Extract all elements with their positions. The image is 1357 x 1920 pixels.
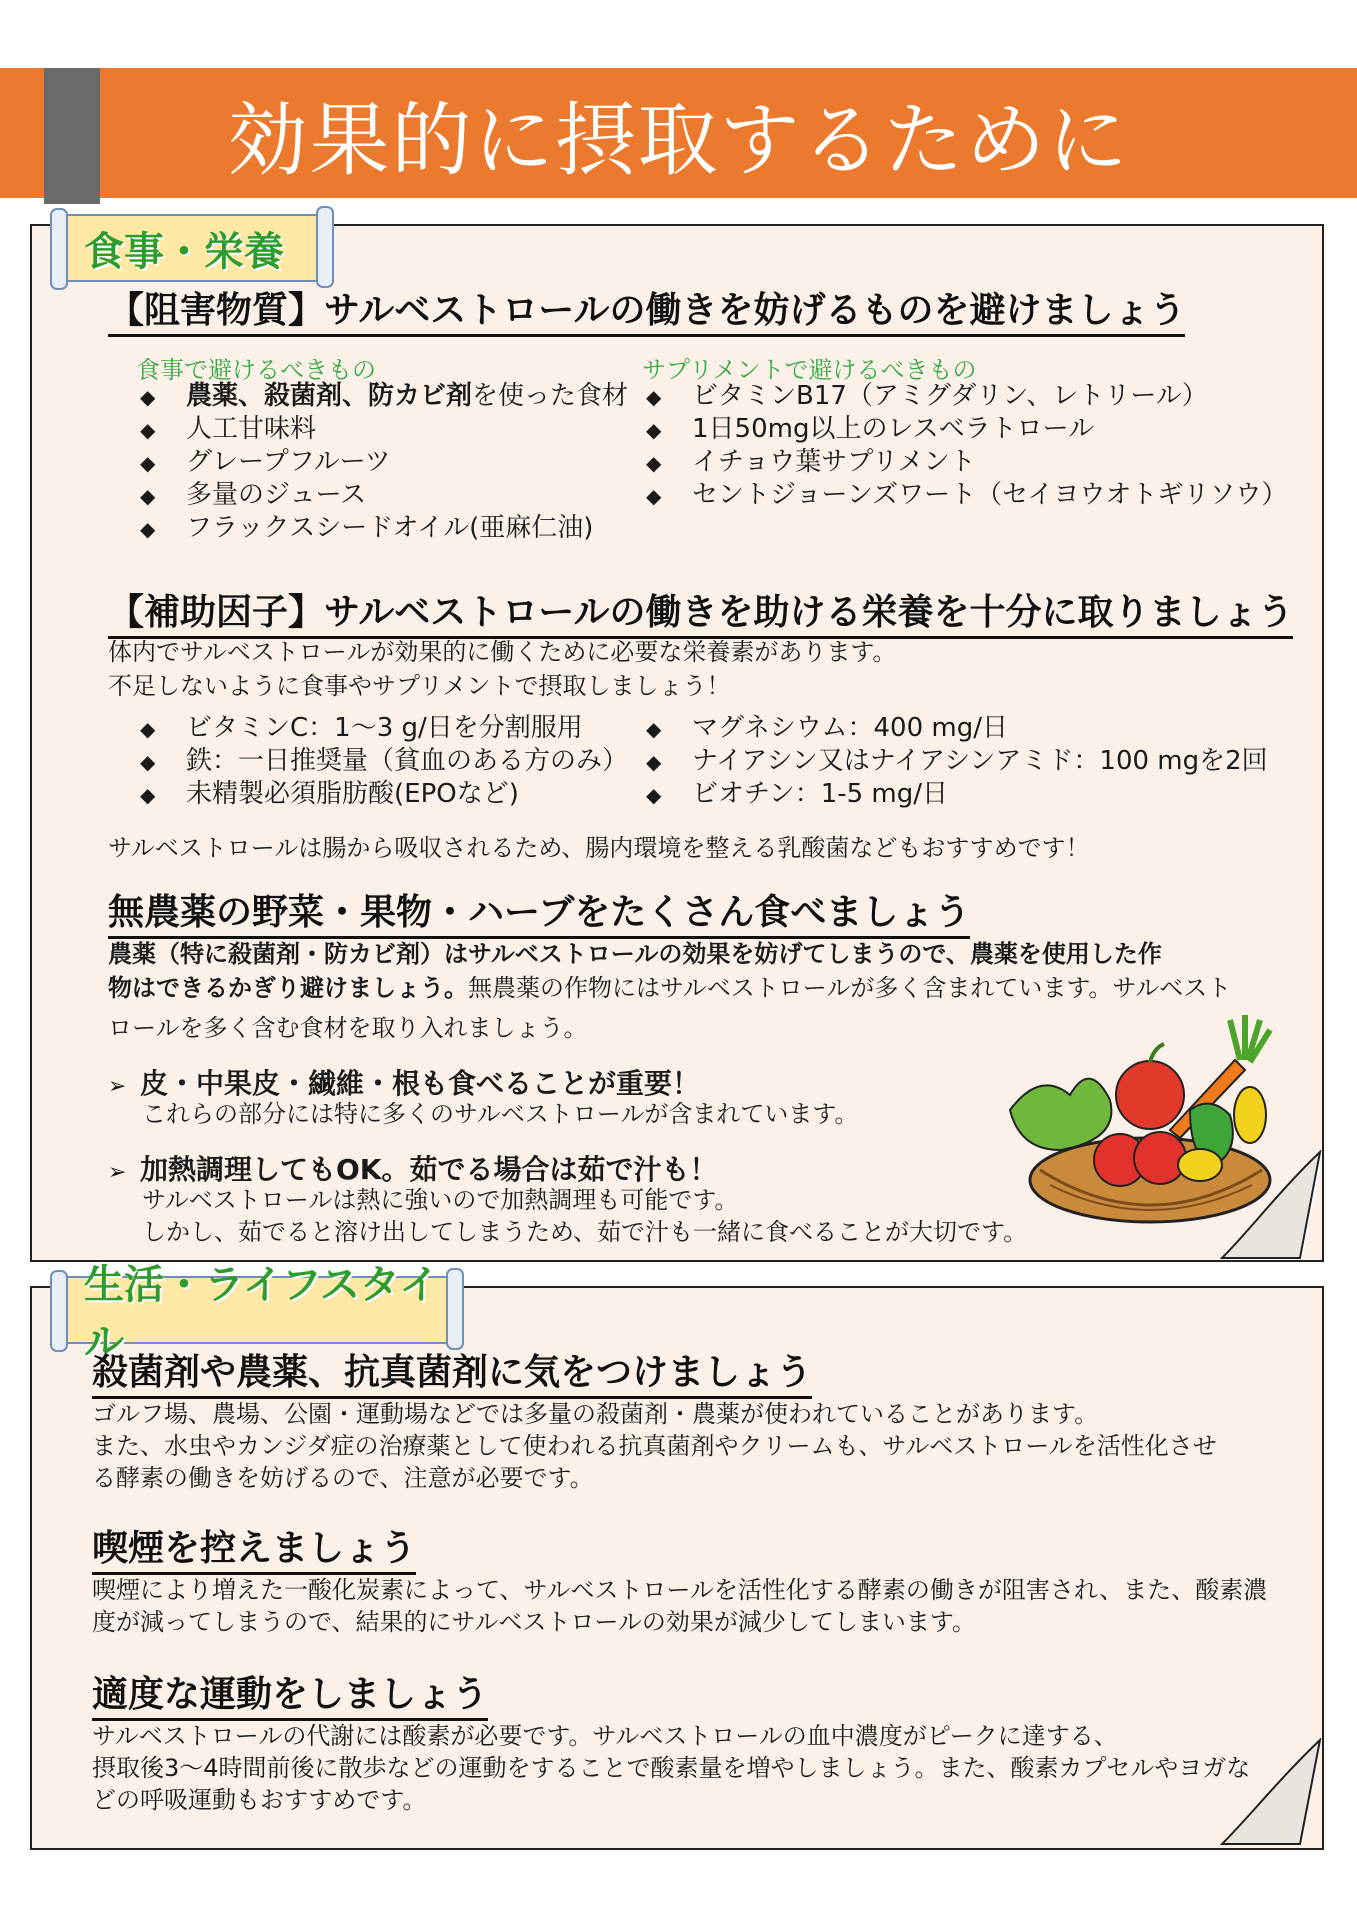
list-item: ◆ 多量のジュース xyxy=(140,479,628,512)
diamond-bullet-icon: ◆ xyxy=(140,385,156,409)
diamond-bullet-icon: ◆ xyxy=(140,750,156,774)
nutrient-list-left xyxy=(140,712,628,811)
diamond-bullet-icon: ◆ xyxy=(140,484,156,508)
diamond-bullet-icon: ◆ xyxy=(646,385,662,409)
tip-cooking: ➢ 加熱調理してもOK。茹でる場合は茹で汁も！ xyxy=(108,1153,718,1186)
exercise-text-line3: どの呼吸運動もおすすめです。 xyxy=(92,1786,427,1814)
tip-eat-whole-text: これらの部分には特に多くのサルベストロールが含まれています。 xyxy=(142,1100,859,1128)
cofactor-intro-line2: 不足しないように食事やサプリメントで摂取しましょう！ xyxy=(108,672,731,700)
nutrient-list-right xyxy=(646,712,1268,811)
list-item: ◆ 鉄：一日推奨量（貧血のある方のみ） xyxy=(140,745,628,778)
arrow-bullet-icon: ➢ xyxy=(108,1074,127,1099)
list-item: ◆ 1日50mg以上のレスベラトロール xyxy=(646,413,1287,446)
diamond-bullet-icon: ◆ xyxy=(646,451,662,475)
list-item: ◆ 農薬、殺菌剤、防カビ剤を使った食材 xyxy=(140,380,628,413)
list-item: ◆ 未精製必須脂肪酸(EPOなど) xyxy=(140,778,628,811)
list-item: ◆ フラックスシードオイル(亜麻仁油) xyxy=(140,512,628,545)
page-title: 効果的に摂取するために xyxy=(227,93,1130,187)
diamond-bullet-icon: ◆ xyxy=(646,418,662,442)
banner-accent-bar xyxy=(44,68,100,204)
fungicide-text-line2: また、水虫やカンジダ症の治療薬として使われる抗真菌剤やクリームも、サルベストロールを活性化させ xyxy=(92,1432,1217,1460)
tip-eat-whole: ➢ 皮・中果皮・繊維・根も食べることが重要！ xyxy=(108,1067,701,1100)
food-avoid-list xyxy=(140,380,628,545)
list-item: ◆ ビタミンB17（アミグダリン、レトリール） xyxy=(646,380,1287,413)
fungicide-text-line1: ゴルフ場、農場、公園・運動場などでは多量の殺菌剤・農薬が使われていることがあります。 xyxy=(92,1400,1099,1428)
fungicide-text-line3: る酵素の働きを妨げるので、注意が必要です。 xyxy=(92,1464,594,1492)
organic-text-line2: 物はできるかぎり避けましょう。無農薬の作物にはサルベストロールが多く含まれています。サルベスト xyxy=(108,974,1232,1002)
smoking-text-line1: 喫煙により増えた一酸化炭素によって、サルベストロールを活性化する酵素の働きが阻害され、また、酸素濃 xyxy=(92,1576,1268,1604)
list-item: ◆ グレープフルーツ xyxy=(140,446,628,479)
list-item: ◆ イチョウ葉サプリメント xyxy=(646,446,1287,479)
tip-cooking-text1: サルベストロールは熱に強いので加熱調理も可能です。 xyxy=(142,1186,739,1214)
list-item: ◆ ナイアシン又はナイアシンアミド：100 mgを2回 xyxy=(646,745,1268,778)
organic-text-line3: ロールを多く含む食材を取り入れましょう。 xyxy=(108,1014,588,1042)
cofactor-heading: 【補助因子】サルベストロールの働きを助ける栄養を十分に取りましょう xyxy=(108,590,1293,639)
food-avoid-subheading: 食事で避けるべきもの xyxy=(136,356,376,384)
smoking-heading: 喫煙を控えましょう xyxy=(92,1526,416,1575)
diamond-bullet-icon: ◆ xyxy=(646,750,662,774)
diamond-bullet-icon: ◆ xyxy=(646,717,662,741)
diamond-bullet-icon: ◆ xyxy=(140,517,156,541)
organic-produce-heading: 無農薬の野菜・果物・ハーブをたくさん食べましょう xyxy=(108,890,970,939)
diamond-bullet-icon: ◆ xyxy=(140,717,156,741)
tip-cooking-text2: しかし、茹でると溶け出してしまうため、茹で汁も一緒に食べることが大切です。 xyxy=(142,1218,1028,1246)
smoking-text-line2: 度が減ってしまうので、結果的にサルベストロールの効果が減少してしまいます。 xyxy=(92,1608,976,1636)
diamond-bullet-icon: ◆ xyxy=(140,451,156,475)
probiotic-note: サルベストロールは腸から吸収されるため、腸内環境を整える乳酸菌などもおすすめです！ xyxy=(108,834,1090,862)
diamond-bullet-icon: ◆ xyxy=(140,418,156,442)
exercise-text-line1: サルベストロールの代謝には酸素が必要です。サルベストロールの血中濃度がピークに達する、 xyxy=(92,1722,1118,1750)
diamond-bullet-icon: ◆ xyxy=(140,783,156,807)
section-tag-lifestyle: 生活・ライフスタイル xyxy=(58,1276,456,1344)
arrow-bullet-icon: ➢ xyxy=(108,1160,127,1185)
diamond-bullet-icon: ◆ xyxy=(646,484,662,508)
supplement-avoid-list xyxy=(646,380,1287,512)
list-item: ◆ セントジョーンズワート（セイヨウオトギリソウ） xyxy=(646,479,1287,512)
organic-text-line1: 農薬（特に殺菌剤・防カビ剤）はサルベストロールの効果を妨げてしまうので、農薬を使用した作 xyxy=(108,940,1162,968)
section-tag-nutrition: 食事・栄養 xyxy=(58,214,326,282)
list-item: ◆ 人工甘味料 xyxy=(140,413,628,446)
exercise-heading: 適度な運動をしましょう xyxy=(92,1672,488,1721)
list-item: ◆ マグネシウム：400 mg/日 xyxy=(646,712,1268,745)
exercise-text-line2: 摂取後3～4時間前後に散歩などの運動をすることで酸素量を増やしましょう。また、酸素カプセルやヨガな xyxy=(92,1754,1251,1782)
diamond-bullet-icon: ◆ xyxy=(646,783,662,807)
fungicide-heading: 殺菌剤や農薬、抗真菌剤に気をつけましょう xyxy=(92,1350,812,1399)
list-item: ◆ ビタミンC：1～3 g/日を分割服用 xyxy=(140,712,628,745)
cofactor-intro-line1: 体内でサルベストロールが効果的に働くために必要な栄養素があります。 xyxy=(108,638,897,666)
list-item: ◆ ビオチン：1-5 mg/日 xyxy=(646,778,1268,811)
vegetable-basket-illustration xyxy=(1000,1000,1300,1230)
inhibitor-heading: 【阻害物質】サルベストロールの働きを妨げるものを避けましょう xyxy=(108,288,1185,337)
supplement-avoid-subheading: サプリメントで避けるべきもの xyxy=(642,356,977,384)
